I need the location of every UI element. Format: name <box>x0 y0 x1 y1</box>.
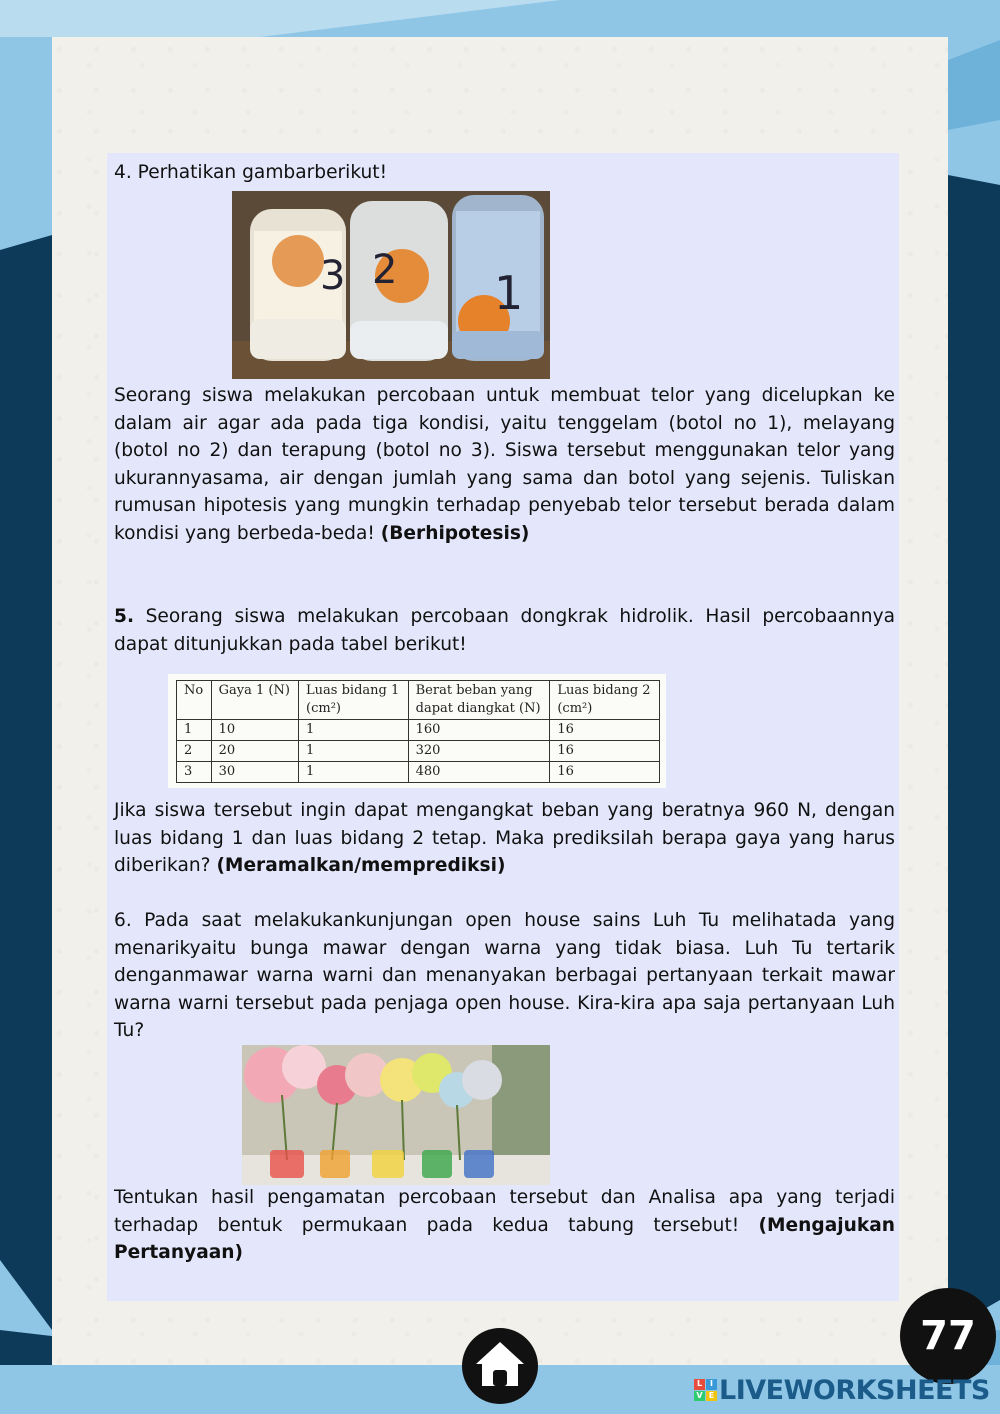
table-row <box>177 762 660 783</box>
cell: 1 <box>177 720 212 741</box>
cell: 1 <box>299 762 409 783</box>
table-row <box>177 720 660 741</box>
liveworksheets-brand[interactable] <box>694 1374 990 1406</box>
bottle-label-2: 2 <box>372 247 398 293</box>
hydraulic-table-image <box>168 674 666 788</box>
cell: 16 <box>550 720 660 741</box>
cell: 20 <box>211 741 298 762</box>
logo-letter: V <box>694 1391 705 1402</box>
q6-task-text: Tentukan hasil pengamatan percobaan tersebut dan Analisa apa yang terjadi terhadap bentuk permukaan pada kedua tabung tersebut! <box>114 1187 895 1236</box>
header-luas-bidang-1: Luas bidang 1 (cm²) <box>299 681 409 720</box>
egg-bottles-photo <box>232 191 550 379</box>
q5-intro <box>114 603 895 658</box>
cell: 160 <box>408 720 550 741</box>
home-icon <box>462 1328 538 1404</box>
q6-task <box>114 1184 895 1267</box>
logo-letter: E <box>706 1391 717 1402</box>
q4-heading: 4. Perhatikan gambarberikut! <box>114 162 388 183</box>
table-row <box>177 741 660 762</box>
q4-paragraph <box>114 382 895 548</box>
home-button[interactable] <box>462 1328 538 1404</box>
colored-flowers-photo <box>242 1045 550 1185</box>
liveworksheets-logo-icon <box>694 1379 716 1401</box>
cell: 16 <box>550 762 660 783</box>
q6-paragraph: 6. Pada saat melakukankunjungan open house sains Luh Tu melihatada yang menarikyaitu bunga mawar dengan warna yang tidak biasa. Luh Tu tertarik denganmawar warna warni dan menanyakan berbagai pertanyaan terkait mawar warna warni tersebut pada penjaga open house. Kira-kira apa saja pertanyaan Luh Tu? <box>114 910 895 1042</box>
q5-number: 5. <box>114 606 135 627</box>
bottle-label-1: 1 <box>494 266 524 320</box>
cell: 3 <box>177 762 212 783</box>
q5-paragraph <box>114 797 895 880</box>
liveworksheets-wordmark: LIVEWORKSHEETS <box>719 1374 990 1406</box>
table-header-row <box>177 681 660 720</box>
header-berat-beban: Berat beban yang dapat diangkat (N) <box>408 681 550 720</box>
q6-skill-label: (Mengajukan Pertanyaan) <box>114 1214 895 1264</box>
q4-paragraph-text: Seorang siswa melakukan percobaan untuk membuat telor yang dicelupkan ke dalam air agar ada pada tiga kondisi, yaitu tenggelam (botol no 1), melayang (botol no 2) dan terapung (botol no 3). Siswa tersebut menggunakan telor yang ukurannyasama, air dengan jumlah yang sama dan botol yang sejenis. Tuliskan rumusan hipotesis yang mungkin terhadap penyebab telor tersebut berada dalam kondisi yang berbeda-beda! <box>114 385 895 544</box>
bottle-label-3: 3 <box>320 253 346 299</box>
page-number: 77 <box>900 1288 996 1384</box>
cell: 320 <box>408 741 550 762</box>
logo-letter: I <box>706 1379 717 1390</box>
header-no: No <box>177 681 212 720</box>
cell: 1 <box>299 741 409 762</box>
header-luas-bidang-2: Luas bidang 2 (cm²) <box>550 681 660 720</box>
cell: 16 <box>550 741 660 762</box>
q4-skill-label: (Berhipotesis) <box>380 522 530 544</box>
cell: 480 <box>408 762 550 783</box>
q5-intro-text: Seorang siswa melakukan percobaan dongkrak hidrolik. Hasil percobaannya dapat ditunjukkan pada tabel berikut! <box>114 606 895 655</box>
q5-skill-label: (Meramalkan/memprediksi) <box>216 855 506 877</box>
cell: 2 <box>177 741 212 762</box>
header-gaya-1: Gaya 1 (N) <box>211 681 298 720</box>
cell: 30 <box>211 762 298 783</box>
cell: 1 <box>299 720 409 741</box>
logo-letter: L <box>694 1379 705 1390</box>
cell: 10 <box>211 720 298 741</box>
hydraulic-data-table <box>176 680 660 783</box>
q5-paragraph-text: Jika siswa tersebut ingin dapat mengangkat beban yang beratnya 960 N, dengan luas bidang 1 dan luas bidang 2 tetap. Maka prediksilah berapa gaya yang harus diberikan? <box>114 800 895 877</box>
